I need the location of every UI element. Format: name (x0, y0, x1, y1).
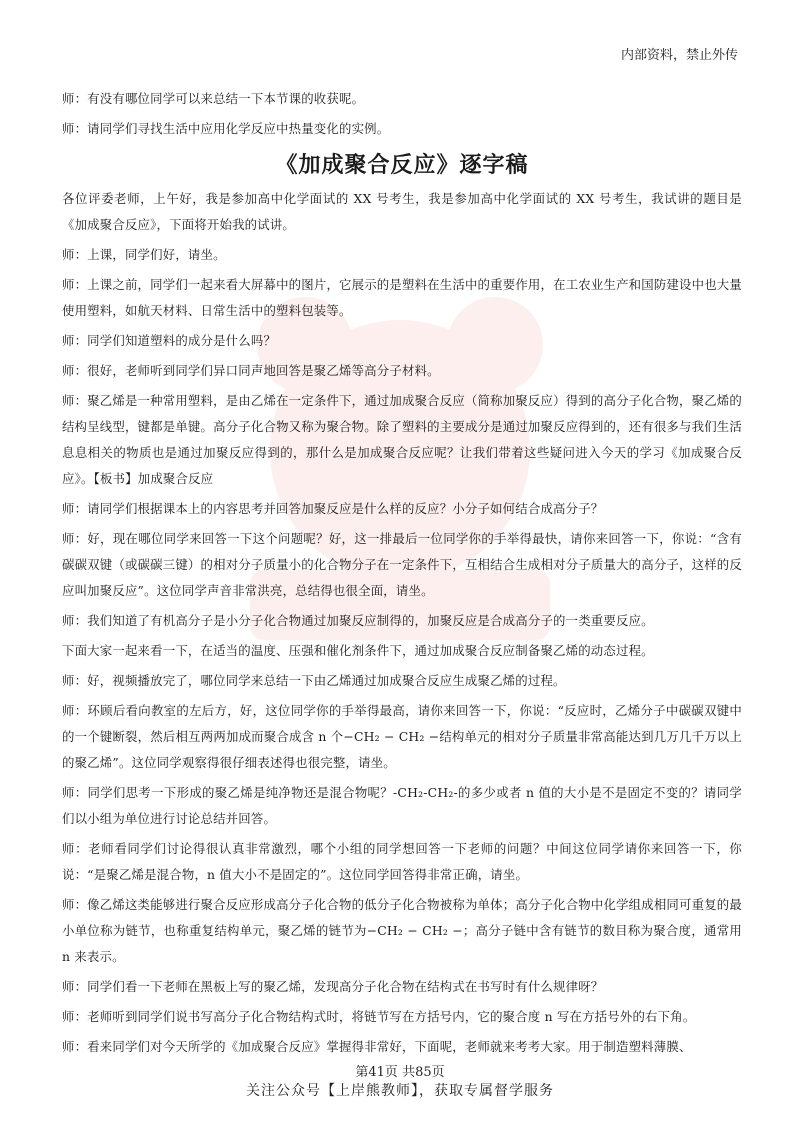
intro-line: 师：请同学们寻找生活中应用化学反应中热量变化的实例。 (62, 121, 390, 136)
intro-line: 师：有没有哪位同学可以来总结一下本节课的收获呢。 (62, 91, 365, 106)
paragraph: 师：上课之前，同学们一起来看大屏幕中的图片，它展示的是塑料在生活中的重要作用，在工农业生产和国防建设中也大量使用塑料，如航天材料、日常生活中的塑料包装等。 (62, 277, 742, 318)
paragraph: 师：聚乙烯是一种常用塑料，是由乙烯在一定条件下，通过加成聚合反应（简称加聚反应）得到的高分子化合物，聚乙烯的结构呈线型，键都是单键。高分子化合物又称为聚合物。除了塑料的主要成分是通过加聚反应得到的，还有很多与我们生活息息相关的物质也是通过加聚反应得到的，那什么是加成聚合反应呢？让我们带着这些疑问进入今天的学习《加成聚合反应》。【板书】加成聚合反应 (62, 393, 742, 486)
paragraph: 下面大家一起来看一下，在适当的温度、压强和催化剂条件下，通过加成聚合反应制备聚乙烯的动态过程。 (62, 643, 654, 658)
paragraph: 师：老师看同学们讨论得很认真非常激烈，哪个小组的同学想回答一下老师的问题？中间这位同学请你来回答一下，你说：“是聚乙烯是混合物，n 值大小不是固定的”。这位同学回答得非常正确，请坐。 (62, 841, 742, 882)
paragraph: 师：老师听到同学们说书写高分子化合物结构式时，将链节写在方括号内，它的聚合度 n 写在方括号外的右下角。 (62, 1009, 696, 1024)
paragraph: 师：看来同学们对今天所学的《加成聚合反应》掌握得非常好，下面呢，老师就来考考大家。用于制造塑料薄膜、 (62, 1039, 692, 1054)
paragraph: 师：好，视频播放完了，哪位同学来总结一下由乙烯通过加成聚合反应生成聚乙烯的过程。 (62, 673, 566, 688)
paragraph: 师：同学们思考一下形成的聚乙烯是纯净物还是混合物呢？-CH₂-CH₂-的多少或者 n 值的大小是不是固定不变的？请同学们以小组为单位进行讨论总结并回答。 (62, 785, 742, 826)
paragraph: 师：环顾后看向教室的左后方，好，这位同学你的手举得最高，请你来回答一下，你说：“反应时，乙烯分子中碳碳双键中的一个键断裂，然后相互两两加成而聚合成含 n 个−CH₂ − CH₂ −结构单元的相对分子质量非常高能达到几万几千万以上的聚乙烯”。这位同学观察得很仔细表述得也很完整，请坐。 (62, 703, 742, 770)
paragraph: 师：上课，同学们好，请坐。 (62, 247, 226, 262)
paragraph: 师：好，现在哪位同学来回答一下这个问题呢？好，这一排最后一位同学你的手举得最快，请你来回答一下，你说：“含有碳碳双键（或碳碳三键）的相对分子质量小的化合物分子在一定条件下，互相结合生成相对分子质量大的高分子，这样的反应叫加聚反应”。这位同学声音非常洪亮，总结得也很全面，请坐。 (62, 531, 742, 598)
header-note: 内部资料，禁止外传 (620, 48, 738, 63)
page-number: 第41页 共85页 (355, 1065, 445, 1080)
document-body (62, 86, 742, 1064)
paragraph: 师：同学们知道塑料的成分是什么吗？ (62, 333, 277, 348)
paragraph: 师：请同学们根据课本上的内容思考并回答加聚反应是什么样的反应？小分子如何结合成高分子？ (62, 501, 604, 516)
paragraph: 师：很好，老师听到同学们异口同声地回答是聚乙烯等高分子材料。 (62, 363, 440, 378)
paragraph: 师：我们知道了有机高分子是小分子化合物通过加聚反应制得的，加聚反应是合成高分子的一类重要反应。 (62, 613, 654, 628)
document-title: 《加成聚合反应》逐字稿 (275, 152, 529, 178)
paragraph: 师：同学们看一下老师在黑板上写的聚乙烯，发现高分子化合物在结构式在书写时有什么规律呀？ (62, 979, 604, 994)
paragraph: 各位评委老师，上午好，我是参加高中化学面试的 XX 号考生，我是参加高中化学面试的 XX 号考生，我试讲的题目是《加成聚合反应》，下面将开始我的试讲。 (62, 191, 742, 232)
paragraph: 师：像乙烯这类能够进行聚合反应形成高分子化合物的低分子化合物被称为单体；高分子化合物中化学组成相同可重复的最小单位称为链节，也称重复结构单元，聚乙烯的链节为−CH₂ − CH₂ −；高分子链中含有链节的数目称为聚合度，通常用 n 来表示。 (62, 897, 742, 964)
footer-promo: 关注公众号【上岸熊教师】，获取专属督学服务 (246, 1083, 554, 1099)
